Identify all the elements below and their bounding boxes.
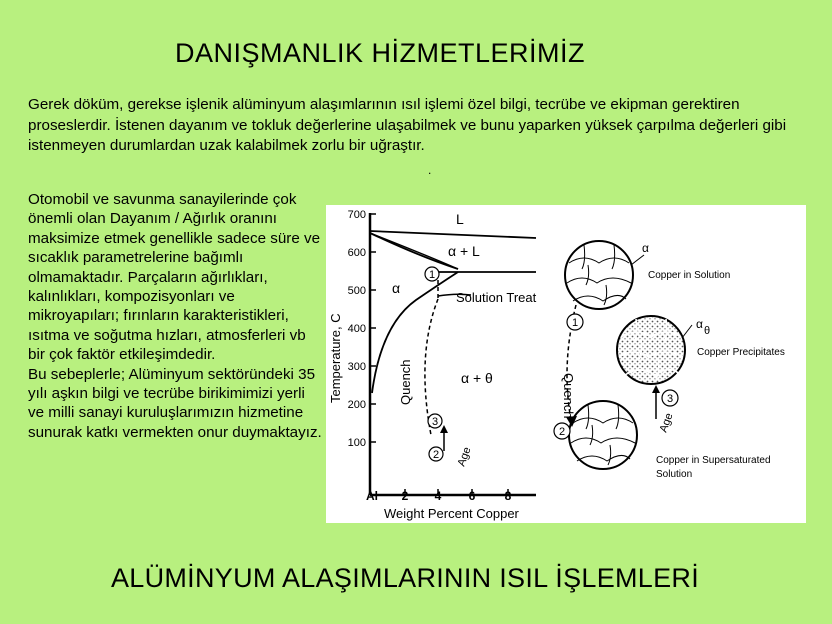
age-label: Age xyxy=(657,411,676,435)
step-label: 1 xyxy=(428,269,436,281)
x-tick-label: 4 xyxy=(434,489,442,503)
solidus-curve xyxy=(370,233,458,269)
solution-treat-label: Solution Treat xyxy=(456,290,537,305)
y-tick-label: 400 xyxy=(347,323,366,335)
step-3-marker xyxy=(662,390,678,406)
theta-symbol: θ xyxy=(704,325,711,337)
step-label: 2 xyxy=(432,449,440,461)
microstructures xyxy=(554,241,785,480)
pointer-line xyxy=(631,255,644,265)
quench-label: Quench xyxy=(561,373,576,419)
step-label: 2 xyxy=(558,426,566,438)
solvus-curve xyxy=(372,272,458,393)
region-liquid: L xyxy=(456,211,464,227)
diagram-svg xyxy=(326,205,806,523)
heat-treatment-diagram xyxy=(326,205,806,523)
alpha-symbol: α xyxy=(696,317,703,331)
step-label: 1 xyxy=(571,317,579,329)
side-paragraph-2: Bu sebeplerle; Alüminyum sektöründeki 35 yılı aşkın bilgi ve tecrübe birikimimizi yerli ve milli sanayi kuruluşlarımızın hizmetine sunurak katkı vermekten onur duymaktayız. xyxy=(28,365,322,441)
region-alpha-liquid: α + L xyxy=(448,243,480,259)
x-axis-label: Weight Percent Copper xyxy=(384,506,519,521)
page-title: DANIŞMANLIK HİZMETLERİMİZ xyxy=(174,38,586,68)
y-ticks xyxy=(348,209,376,449)
state-solution-label: Copper in Solution xyxy=(648,270,731,281)
y-tick-label: 700 xyxy=(347,209,366,221)
x-tick-label: 6 xyxy=(468,489,476,503)
step-3-marker xyxy=(428,414,442,428)
x-tick-label: Al xyxy=(366,489,378,503)
grain-precipitates xyxy=(617,316,785,384)
state-supersat-label-1: Copper in Supersaturated xyxy=(656,455,771,466)
age-arrow-head xyxy=(440,425,448,433)
region-alpha-theta: α + θ xyxy=(461,370,493,386)
intro-paragraph: Gerek döküm, gerekse işlenik alüminyum alaşımlarının ısıl işlemi özel bilgi, tecrübe ve ekipman gerektiren proseslerdir. İstenen dayanım ve tokluk değerlerine ulaşabilmek ve bunu yaparken yüksek çarpılma değerleri gibi istenmeyen durumlardan uzak kalabilmek zorlu bir uğraştır. xyxy=(28,96,787,154)
y-axis-label: Temperature, C xyxy=(328,313,343,403)
y-tick-label: 100 xyxy=(347,437,366,449)
quench-label: Quench xyxy=(398,359,413,405)
step-label: 3 xyxy=(431,416,439,428)
liquidus-line xyxy=(370,231,536,238)
y-tick-label: 600 xyxy=(347,247,366,259)
step-label: 3 xyxy=(666,393,674,405)
phase-diagram xyxy=(328,209,537,521)
state-supersat-label-2: Solution xyxy=(656,469,693,480)
age-transition-head xyxy=(652,385,660,393)
state-precipitates-label: Copper Precipitates xyxy=(697,347,785,358)
y-tick-label: 200 xyxy=(347,399,366,411)
x-tick-label: 8 xyxy=(504,489,512,503)
y-tick-label: 500 xyxy=(347,285,366,297)
step-2-marker xyxy=(429,447,443,461)
footer-title: ALÜMİNYUM ALAŞIMLARININ ISIL İŞLEMLERİ xyxy=(110,563,700,593)
separator-dot: . xyxy=(428,163,432,177)
side-text xyxy=(28,190,324,442)
grain-supersaturated xyxy=(569,401,771,480)
grain-solution xyxy=(565,241,730,309)
x-tick-label: 2 xyxy=(401,489,409,503)
side-paragraph-1: Otomobil ve savunma sanayilerinde çok önemli olan Dayanım / Ağırlık oranını maksimize etmek genellikle sadece süre ve sıcaklık parametrelerine bağımlı olmamaktadır. Parçaların ağırlıkları, kalınlıkları, kompozisyonları ve mikroyapıları; fırınların karakteristikleri, ısıtma ve soğutma hızları, atmosferleri vb bir çok faktör etkileşimdedir. xyxy=(28,191,321,364)
alpha-symbol: α xyxy=(642,241,649,255)
y-tick-label: 300 xyxy=(347,361,366,373)
step-1-marker xyxy=(567,314,583,330)
pointer-line xyxy=(682,325,692,338)
step-1-marker xyxy=(425,267,439,281)
step-2-marker xyxy=(554,423,570,439)
age-label: Age xyxy=(455,445,474,469)
region-alpha: α xyxy=(392,280,401,296)
